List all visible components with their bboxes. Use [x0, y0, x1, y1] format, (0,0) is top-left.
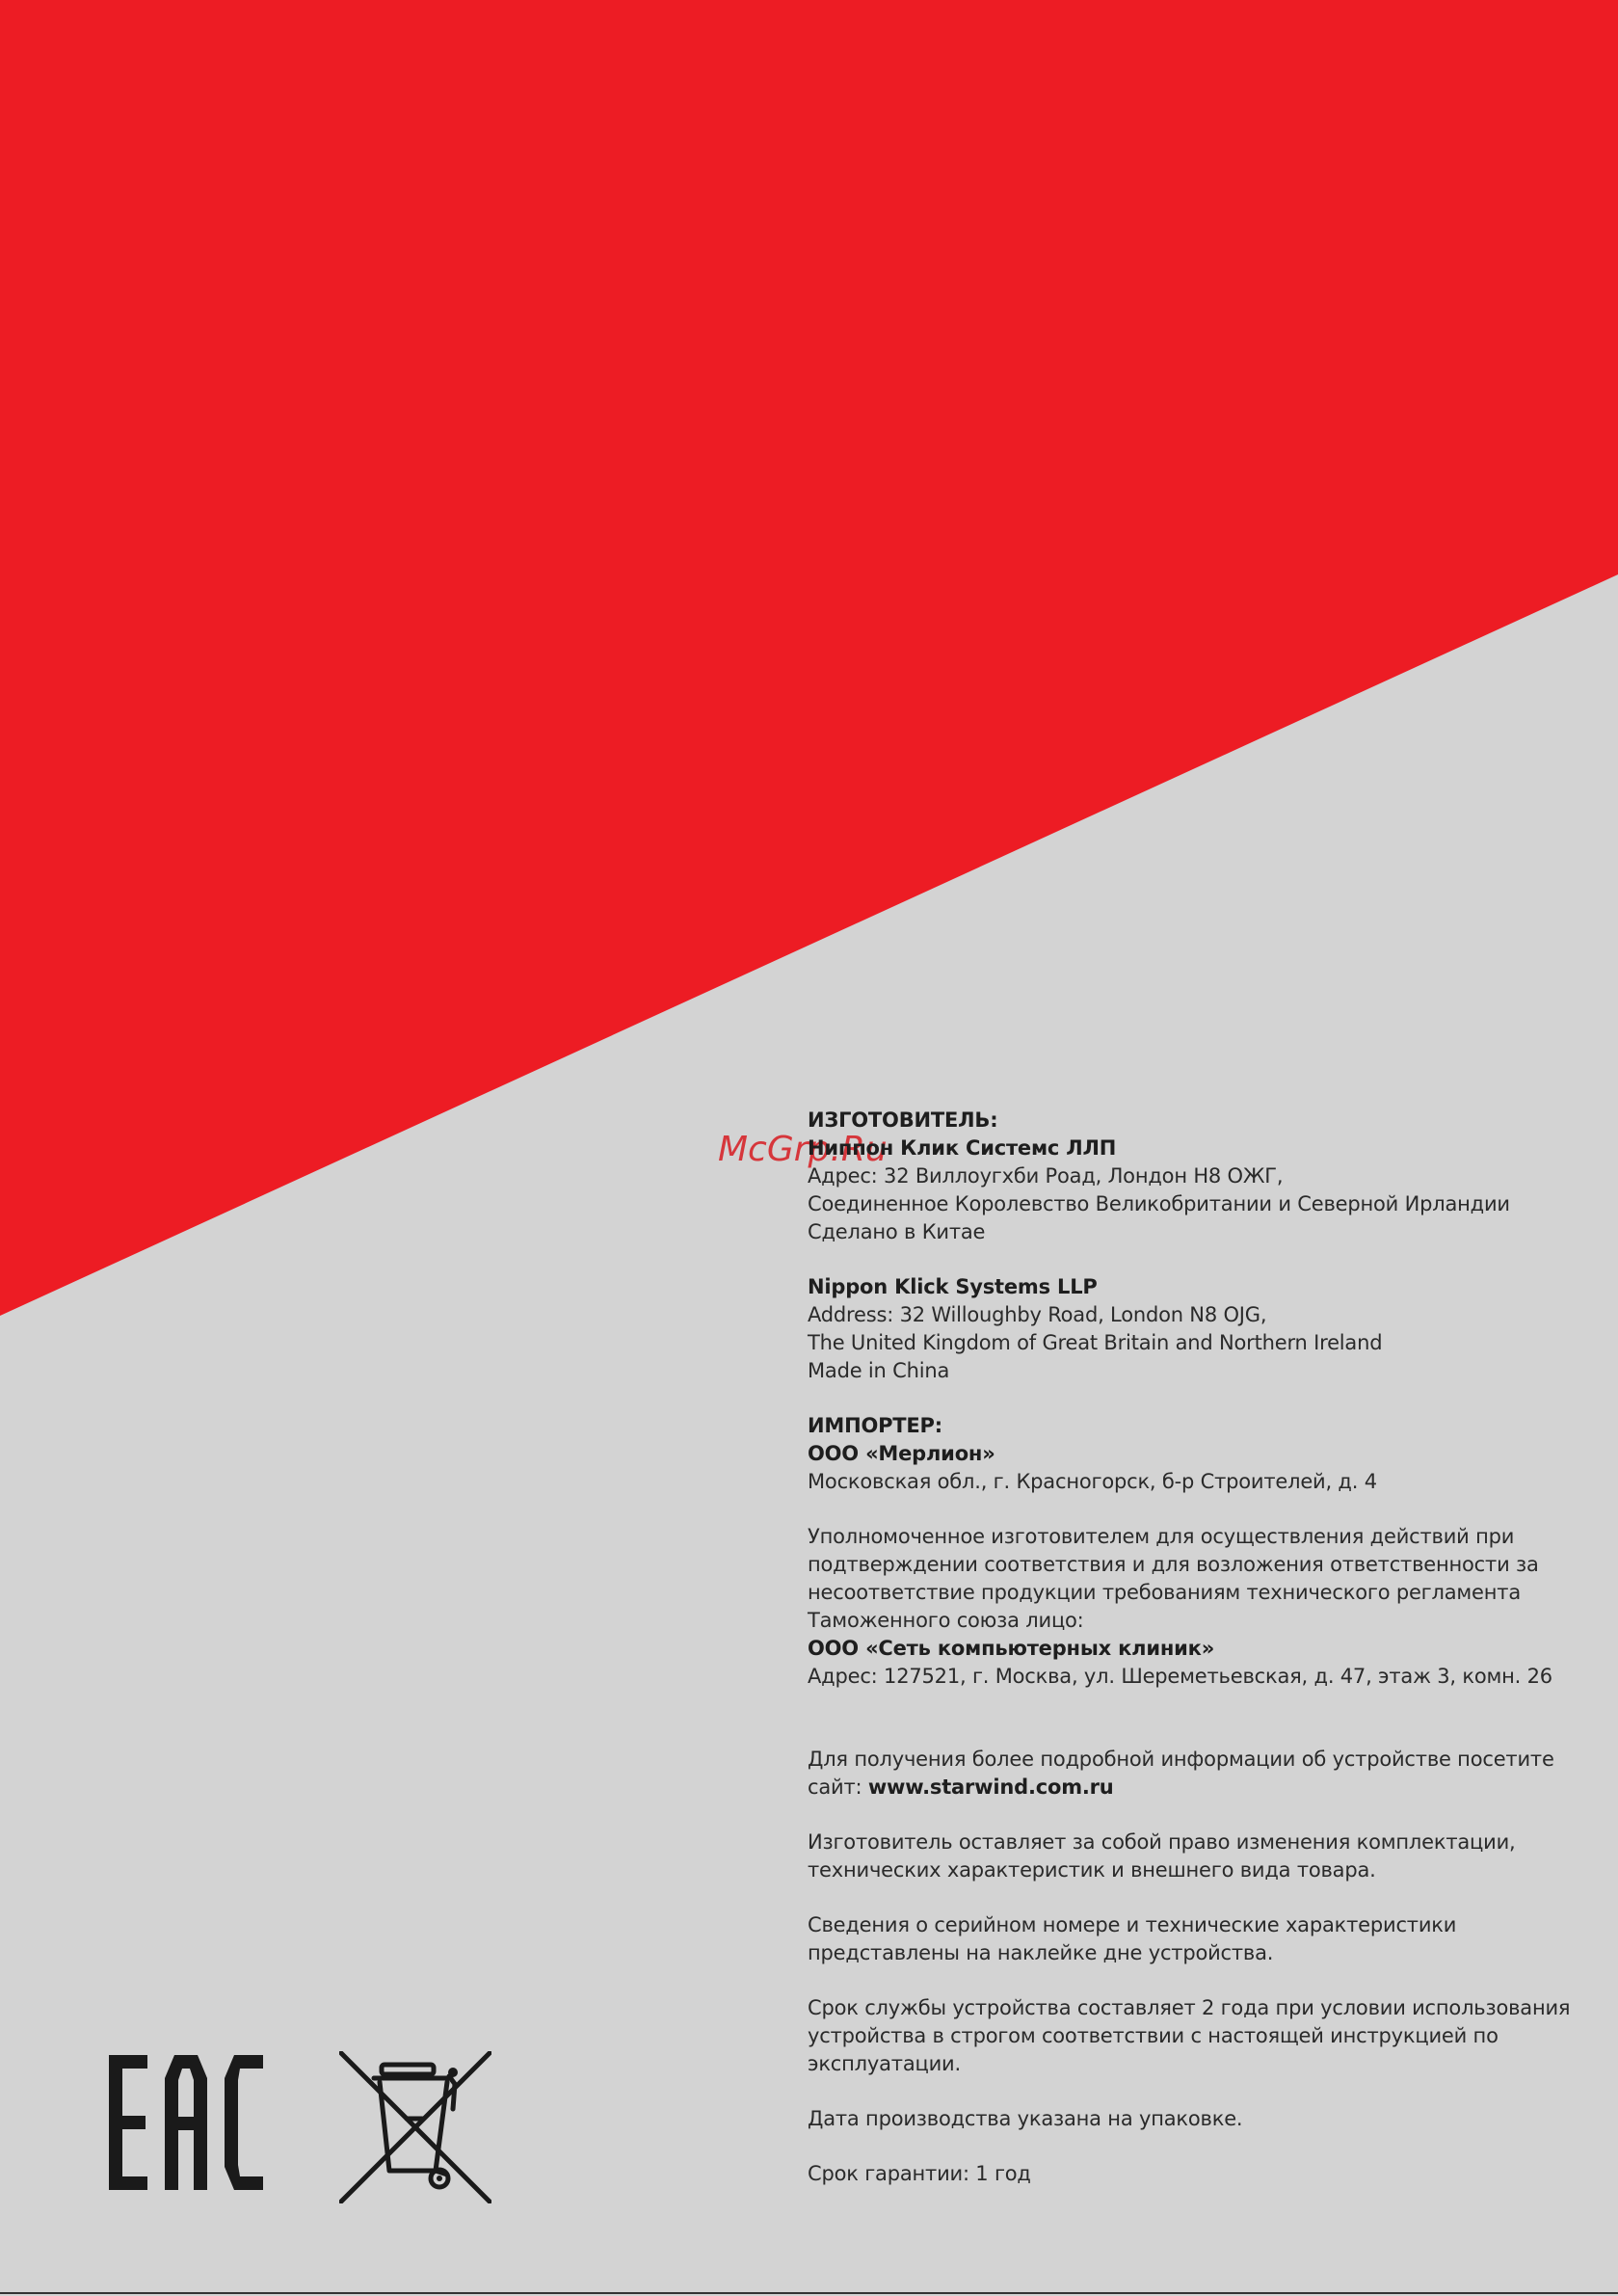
importer-address: Московская обл., г. Красногорск, б-р Строителей, д. 4 — [808, 1470, 1377, 1493]
info-line-1: Для получения более подробной информации об устройстве посетите — [808, 1748, 1554, 1771]
authorized-line-4: Таможенного союза лицо: — [808, 1609, 1084, 1632]
manufacturer-address-ru-1: Адрес: 32 Виллоугхби Роад, Лондон Н8 ОЖГ, — [808, 1164, 1284, 1188]
site-url-link[interactable]: www.starwind.com.ru — [867, 1775, 1114, 1799]
watermark: McGrp.Ru — [718, 1130, 888, 1169]
production-date: Дата производства указана на упаковке. — [808, 2107, 1243, 2130]
manufacturer-heading: ИЗГОТОВИТЕЛЬ: — [808, 1108, 998, 1132]
manufacturer-made-en: Made in China — [808, 1359, 950, 1382]
service-line-3: эксплуатации. — [808, 2052, 961, 2075]
manufacturer-name-ru: Ниппон Клик Системс ЛЛП — [808, 1136, 1117, 1160]
authorized-line-1: Уполномоченное изготовителем для осуществления действий при — [808, 1525, 1515, 1548]
importer-heading: ИМПОРТЕР: — [808, 1414, 942, 1437]
info-text-column — [808, 1107, 1578, 2188]
site-prefix: сайт: — [808, 1775, 868, 1799]
authorized-name: ООО «Сеть компьютерных клиник» — [808, 1637, 1215, 1660]
warranty: Срок гарантии: 1 год — [808, 2162, 1031, 2185]
manufacturer-made-ru: Сделано в Китае — [808, 1220, 986, 1243]
info-site-line — [808, 1774, 1578, 1802]
service-line-1: Срок службы устройства составляет 2 года при условии использования — [808, 1996, 1571, 2019]
service-line-2: устройства в строгом соответствии с настоящей инструкцией по — [808, 2024, 1499, 2047]
eac-logo-icon — [109, 2055, 263, 2190]
manufacturer-address-ru-2: Соединенное Королевство Великобритании и Северной Ирландии — [808, 1192, 1510, 1215]
authorized-line-3: несоответствие продукции требованиям технического регламента — [808, 1581, 1522, 1604]
manufacturer-address-en-1: Address: 32 Willoughby Road, London N8 OJG, — [808, 1303, 1267, 1326]
manufacturer-address-en-2: The United Kingdom of Great Britain and Northern Ireland — [808, 1331, 1383, 1354]
rights-line-2: технических характеристик и внешнего вида товара. — [808, 1858, 1376, 1882]
serial-line-1: Сведения о серийном номере и технические характеристики — [808, 1913, 1457, 1936]
importer-name: ООО «Мерлион» — [808, 1442, 995, 1465]
authorized-line-2: подтверждении соответствия и для возложения ответственности за — [808, 1553, 1539, 1576]
manufacturer-name-en: Nippon Klick Systems LLP — [808, 1275, 1098, 1298]
serial-line-2: представлены на наклейке дне устройства. — [808, 1941, 1274, 1964]
authorized-address: Адрес: 127521, г. Москва, ул. Шереметьевская, д. 47, этаж 3, комн. 26 — [808, 1665, 1552, 1688]
rights-line-1: Изготовитель оставляет за собой право изменения комплектации, — [808, 1830, 1516, 1854]
crossed-out-wheelie-bin-icon — [339, 2051, 491, 2203]
